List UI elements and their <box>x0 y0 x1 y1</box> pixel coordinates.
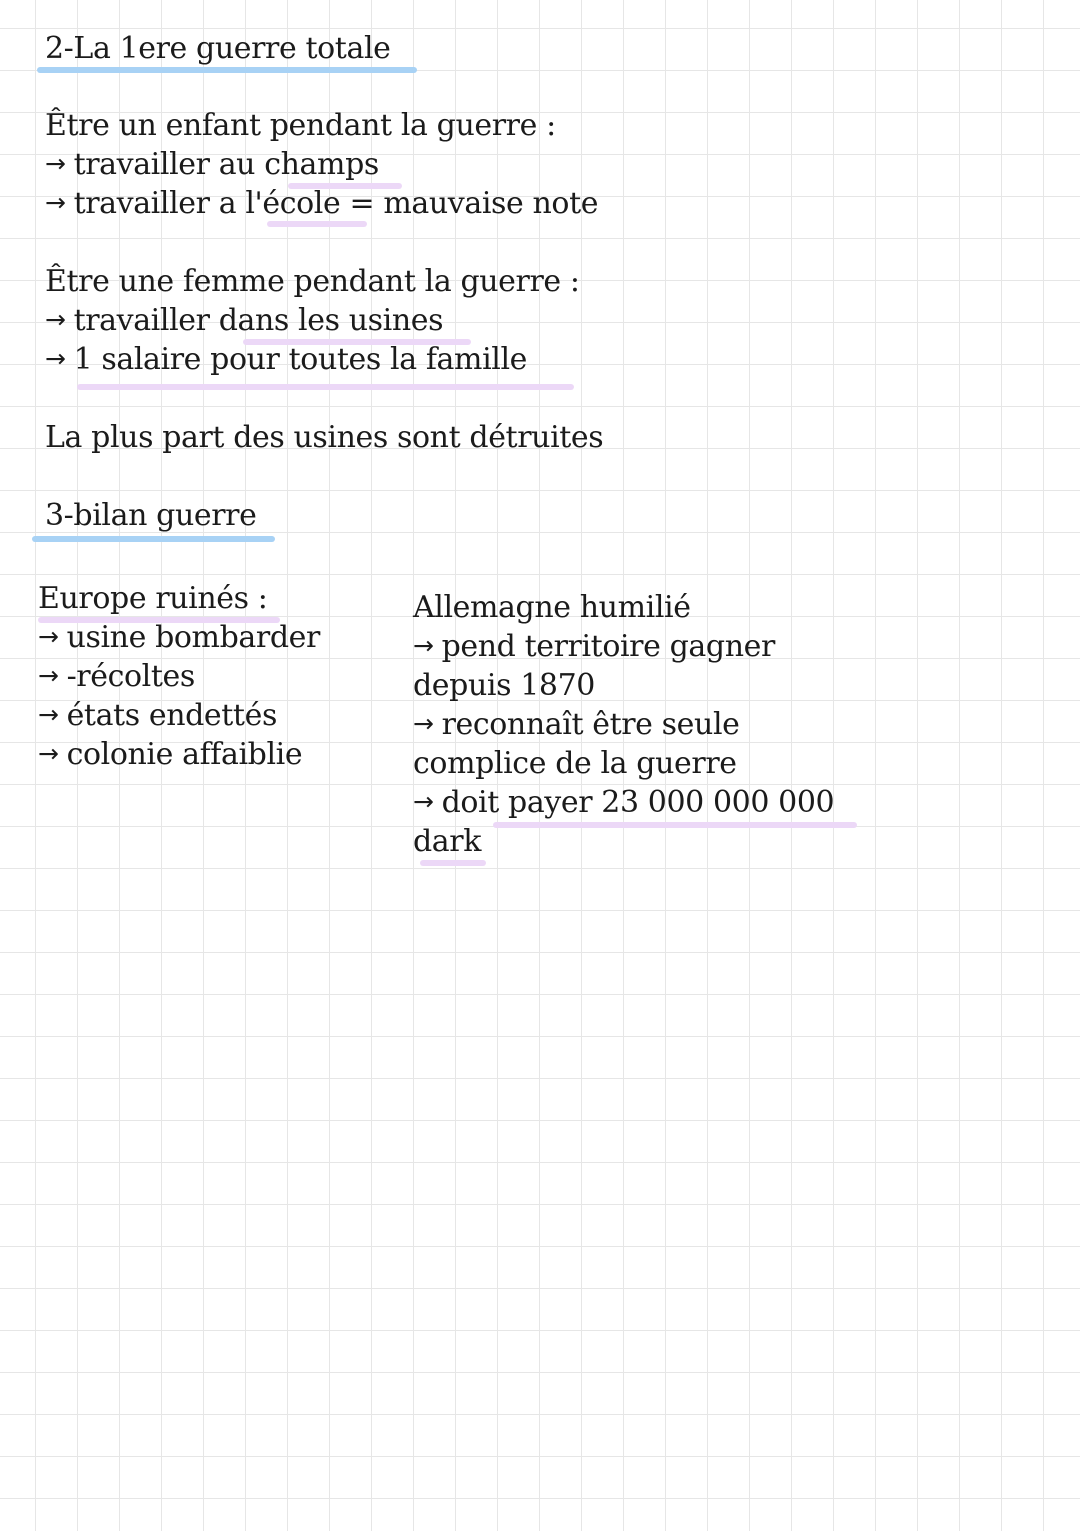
dark-highlight <box>420 860 486 866</box>
arrow-right-icon: → <box>413 631 434 660</box>
germany-line-1 <box>413 627 775 667</box>
germany-line-6: dark <box>413 824 482 859</box>
germany-line-4: complice de la guerre <box>413 746 737 781</box>
europe-item-4-text: colonie affaiblie <box>66 737 303 772</box>
woman-heading: Être une femme pendant la guerre : <box>45 264 580 299</box>
arrow-right-icon: → <box>45 188 66 217</box>
europe-heading: Europe ruinés : <box>38 581 268 616</box>
germany-line-5-text: doit payer 23 000 000 000 <box>441 785 835 820</box>
woman-item-1 <box>45 301 443 341</box>
europe-item-3-text: états endettés <box>66 698 277 733</box>
child-item-2-text: travailler a l'école = mauvaise note <box>73 186 599 221</box>
arrow-right-icon: → <box>413 709 434 738</box>
woman-item-1-text: travailler dans les usines <box>73 303 444 338</box>
germany-line-1-text: pend territoire gagner <box>441 629 775 664</box>
germany-line-2: depuis 1870 <box>413 668 595 703</box>
arrow-right-icon: → <box>45 149 66 178</box>
arrow-right-icon: → <box>45 344 66 373</box>
payer-highlight <box>493 822 857 828</box>
child-item-1-text: travailler au champs <box>73 147 379 182</box>
germany-heading: Allemagne humilié <box>413 590 691 625</box>
europe-item-2 <box>38 657 195 697</box>
woman-item-2 <box>45 340 527 380</box>
arrow-right-icon: → <box>413 787 434 816</box>
arrow-right-icon: → <box>38 622 59 651</box>
child-item-1 <box>45 145 379 185</box>
ecole-highlight <box>267 221 367 227</box>
arrow-right-icon: → <box>38 739 59 768</box>
arrow-right-icon: → <box>38 700 59 729</box>
germany-line-5 <box>413 783 834 823</box>
germany-line-3-text: reconnaît être seule <box>441 707 740 742</box>
woman-item-2-text: 1 salaire pour toutes la famille <box>73 342 528 377</box>
europe-item-2-text: -récoltes <box>66 659 195 694</box>
europe-item-1 <box>38 618 320 658</box>
europe-item-3 <box>38 696 277 736</box>
salaire-highlight <box>77 384 574 390</box>
arrow-right-icon: → <box>45 305 66 334</box>
arrow-right-icon: → <box>38 661 59 690</box>
section2-title: 2-La 1ere guerre totale <box>45 31 391 66</box>
europe-item-4 <box>38 735 302 775</box>
section2-title-underline <box>37 67 417 73</box>
europe-item-1-text: usine bombarder <box>66 620 320 655</box>
section3-title-underline <box>32 536 275 542</box>
germany-line-3 <box>413 705 740 745</box>
section3-title: 3-bilan guerre <box>45 498 257 533</box>
child-heading: Être un enfant pendant la guerre : <box>45 108 556 143</box>
child-item-2 <box>45 184 598 224</box>
factories-note: La plus part des usines sont détruites <box>45 420 604 455</box>
